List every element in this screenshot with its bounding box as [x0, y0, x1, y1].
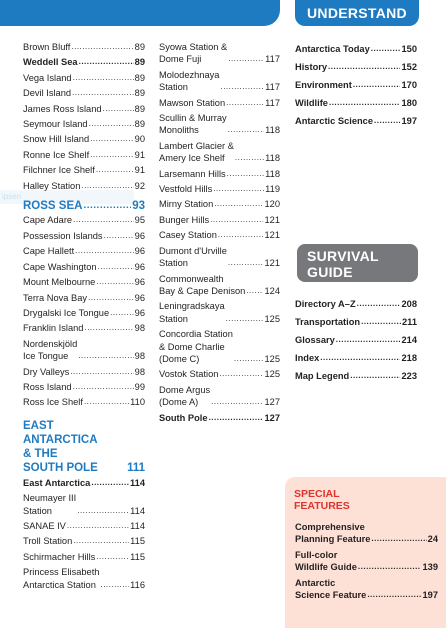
toc-entry[interactable]: [295, 40, 417, 58]
dot-leader: [320, 349, 400, 367]
toc-entry-page: 208: [401, 299, 417, 309]
toc-entry[interactable]: [159, 300, 280, 325]
toc-entry-page: 150: [401, 44, 417, 54]
toc-entry[interactable]: [23, 535, 145, 547]
dot-leader: [77, 505, 129, 517]
toc-entry[interactable]: [23, 477, 145, 489]
toc-entry-page: 121: [264, 258, 280, 269]
toc-entry-page: 114: [130, 505, 145, 516]
toc-entry-title: Mirny Station: [159, 199, 214, 210]
dot-leader: [83, 200, 131, 212]
toc-entry-page: 89: [134, 119, 145, 130]
dot-leader: [96, 164, 134, 176]
toc-entry-page: 96: [134, 307, 145, 318]
toc-entry-page: 99: [134, 381, 145, 392]
toc-entry-title: Dome Argus (Dome A): [159, 384, 211, 408]
toc-entry-page: 125: [264, 353, 280, 364]
toc-list-antarctic-peninsula: [23, 41, 145, 192]
toc-entry[interactable]: [159, 168, 280, 180]
toc-entry-title: Terra Nova Bay: [23, 292, 88, 303]
toc-list-east-antarctica: [23, 477, 145, 591]
dot-leader: [90, 133, 134, 145]
toc-entry[interactable]: [159, 368, 280, 380]
toc-entry-title: Wildlife: [295, 98, 328, 108]
dot-leader: [103, 103, 134, 115]
toc-entry-title: Cape Adare: [23, 215, 73, 226]
dot-leader: [67, 520, 129, 532]
toc-entry-title: Weddell Sea: [23, 57, 78, 68]
toc-entry-title: Antarctic Science: [295, 116, 374, 126]
toc-entry-page: 180: [401, 98, 417, 108]
dot-leader: [79, 56, 134, 68]
toc-entry-page: 95: [134, 215, 145, 226]
toc-entry-title: Dry Valleys: [23, 366, 70, 377]
toc-entry-title: Molodezhnaya Station: [159, 69, 220, 93]
toc-entry-title: Glossary: [295, 335, 335, 345]
toc-entry-page: 121: [264, 214, 280, 225]
toc-entry[interactable]: [23, 551, 145, 563]
toc-entry-title: Antarctic Science Feature: [295, 578, 367, 600]
dot-leader: [227, 168, 265, 180]
toc-entry[interactable]: [23, 87, 145, 99]
dot-leader: [104, 230, 134, 242]
toc-entry[interactable]: [295, 521, 438, 545]
toc-entry-page: 110: [130, 397, 145, 408]
dot-leader: [371, 40, 401, 58]
toc-entry-title: History: [295, 62, 328, 72]
dot-leader: [209, 412, 264, 424]
dot-leader: [210, 214, 263, 226]
toc-entry-page: 89: [134, 103, 145, 114]
dot-leader: [235, 152, 264, 164]
toc-entry-page: 98: [134, 366, 145, 377]
toc-entry[interactable]: [159, 69, 280, 94]
toc-entry[interactable]: [295, 549, 438, 573]
toc-entry-title: Halley Station: [23, 180, 81, 191]
toc-entry-title: SANAE IV: [23, 520, 66, 531]
understand-tab: [295, 0, 419, 26]
toc-entry-title: Casey Station: [159, 230, 217, 241]
toc-entry[interactable]: [23, 72, 145, 84]
toc-entry[interactable]: [23, 261, 145, 273]
toc-entry-page: 120: [264, 199, 280, 210]
toc-entry[interactable]: [23, 381, 145, 393]
toc-entry-title: Concordia Station & Dome Charlie (Dome C): [159, 329, 233, 364]
dot-leader: [361, 313, 401, 331]
toc-entry-page: 218: [401, 353, 417, 363]
toc-entry[interactable]: [159, 412, 280, 424]
dot-leader: [353, 76, 401, 94]
toc-entry-title: Mount Melbourne: [23, 277, 96, 288]
dot-leader: [329, 94, 401, 112]
toc-entry[interactable]: [23, 307, 145, 319]
toc-entry-title: Ross Ice Shelf: [23, 397, 83, 408]
toc-entry-title: Filchner Ice Shelf: [23, 165, 95, 176]
toc-entry[interactable]: [23, 245, 145, 257]
toc-entry[interactable]: [159, 183, 280, 195]
toc-entry-title: Antarctica Today: [295, 44, 370, 54]
toc-entry-page: 119: [265, 184, 280, 195]
dot-leader: [328, 58, 400, 76]
toc-entry-title: Comprehensive Planning Feature: [295, 522, 371, 544]
toc-entry-page: 197: [422, 590, 438, 600]
dot-leader: [84, 396, 129, 408]
toc-entry-page: 170: [401, 80, 417, 90]
toc-entry[interactable]: [295, 112, 417, 130]
dot-leader: [75, 245, 133, 257]
dot-leader: [219, 368, 263, 380]
dot-leader: [358, 561, 422, 573]
section-heading-title: EAST ANTARCTICA & THE SOUTH POLE: [23, 419, 98, 474]
dot-leader: [357, 295, 401, 313]
toc-entry-title: Leningradskaya Station: [159, 301, 225, 324]
toc-entry-page: 92: [134, 180, 145, 191]
toc-entry-title: Brown Bluff: [23, 42, 71, 52]
toc-entry-title: Bunger Hills: [159, 214, 210, 225]
toc-entry[interactable]: [295, 331, 417, 349]
toc-entry[interactable]: [23, 292, 145, 304]
toc-entry[interactable]: [23, 492, 145, 517]
dot-leader: [374, 112, 400, 130]
toc-entry[interactable]: [23, 118, 145, 130]
dot-leader: [96, 551, 129, 563]
toc-entry[interactable]: [295, 577, 438, 601]
toc-list-east-antarctica-continued: [159, 41, 280, 424]
dot-leader: [234, 353, 264, 365]
toc-column-1: [23, 41, 145, 594]
toc-entry-page: 115: [130, 536, 145, 547]
toc-entry[interactable]: [23, 230, 145, 242]
section-heading-ross-sea[interactable]: [23, 200, 145, 212]
toc-entry-page: 124: [264, 285, 280, 296]
toc-entry[interactable]: [295, 76, 417, 94]
dot-leader: [91, 477, 129, 489]
toc-entry-title: Ross Island: [23, 381, 72, 392]
understand-list: [295, 40, 417, 130]
toc-entry-title: Seymour Island: [23, 119, 88, 130]
dot-leader: [350, 367, 400, 385]
dot-leader: [72, 87, 134, 99]
toc-entry-title: Directory A–Z: [295, 299, 356, 309]
toc-entry-page: 117: [265, 54, 280, 65]
toc-entry-title: Index: [295, 353, 320, 363]
toc-entry-page: 115: [130, 551, 145, 562]
toc-entry-page: 121: [264, 230, 280, 241]
toc-entry[interactable]: [23, 41, 145, 53]
dot-leader: [226, 97, 264, 109]
toc-entry-page: 89: [134, 72, 145, 83]
toc-entry-title: Drygalski Ice Tongue: [23, 307, 110, 318]
toc-entry-page: 98: [134, 351, 145, 362]
dot-leader: [98, 261, 134, 273]
toc-entry-page: 152: [401, 62, 417, 72]
toc-entry-title: Scullin & Murray Monoliths: [159, 113, 227, 136]
toc-entry[interactable]: [295, 295, 417, 313]
toc-entry-page: 114: [130, 477, 145, 488]
dot-leader: [246, 285, 263, 297]
toc-entry-page: 118: [265, 153, 280, 164]
toc-entry[interactable]: [159, 214, 280, 226]
toc-entry-page: 127: [264, 397, 280, 408]
toc-entry[interactable]: [23, 214, 145, 226]
toc-entry[interactable]: [159, 41, 280, 66]
toc-entry-page: 125: [264, 313, 280, 324]
toc-entry[interactable]: [23, 164, 145, 176]
toc-entry-page: 114: [130, 520, 145, 531]
dot-leader: [218, 229, 264, 241]
dot-leader: [96, 276, 133, 288]
toc-entry-title: Neumayer III Station: [23, 493, 77, 516]
toc-entry-page: 223: [401, 371, 417, 381]
toc-entry-title: Larsemann Hills: [159, 168, 226, 179]
survival-guide-list: [295, 295, 417, 385]
toc-entry-title: Ronne Ice Shelf: [23, 149, 90, 160]
toc-entry-page: 24: [427, 534, 438, 544]
toc-entry-page: 197: [401, 116, 417, 126]
toc-entry-page: 96: [134, 292, 145, 303]
dot-leader: [71, 41, 133, 53]
toc-entry-title: Princess Elisabeth Antarctica Station: [23, 567, 100, 590]
toc-list-ross-sea: [23, 214, 145, 408]
toc-entry-page: 118: [265, 125, 280, 136]
dot-leader: [211, 396, 263, 408]
toc-entry-title: Vega Island: [23, 72, 72, 83]
toc-entry-page: 118: [265, 168, 280, 179]
survival-guide-tab: [297, 244, 418, 282]
toc-entry-page: 117: [265, 97, 280, 108]
toc-entry-page: 89: [134, 88, 145, 99]
toc-entry-title: Vestfold Hills: [159, 184, 213, 195]
toc-entry-page: 127: [264, 412, 280, 423]
toc-entry-page: 211: [402, 317, 417, 327]
dot-leader: [228, 257, 264, 269]
toc-entry[interactable]: [159, 112, 280, 137]
section-heading-east-antarctica[interactable]: [23, 419, 145, 475]
special-features-title: SPECIAL FEATURES: [294, 488, 350, 512]
toc-entry-page: 139: [422, 562, 438, 572]
section-heading-page: 111: [127, 461, 145, 474]
toc-entry[interactable]: [295, 94, 417, 112]
dot-leader: [213, 183, 264, 195]
toc-entry[interactable]: [159, 384, 280, 409]
toc-entry[interactable]: [23, 566, 145, 591]
dot-leader: [78, 350, 133, 362]
dot-leader: [214, 198, 263, 210]
dot-leader: [73, 535, 129, 547]
toc-entry[interactable]: [295, 367, 417, 385]
dot-leader: [228, 53, 264, 65]
toc-entry[interactable]: [23, 338, 145, 363]
toc-entry-title: Cape Washington: [23, 261, 97, 272]
section-heading-page: 93: [132, 200, 145, 213]
toc-entry-title: Troll Station: [23, 536, 73, 547]
section-heading-title: ROSS SEA: [23, 200, 83, 213]
dot-leader: [70, 366, 133, 378]
toc-entry[interactable]: [23, 149, 145, 161]
dot-leader: [90, 149, 134, 161]
toc-entry-title: Transportation: [295, 317, 361, 327]
toc-entry[interactable]: [159, 273, 280, 298]
toc-entry-page: 89: [134, 42, 145, 52]
toc-entry-page: 90: [134, 134, 145, 145]
dot-leader: [371, 533, 426, 545]
toc-entry[interactable]: [295, 313, 417, 331]
toc-entry[interactable]: [295, 58, 417, 76]
dot-leader: [100, 579, 129, 591]
toc-entry[interactable]: [23, 133, 145, 145]
toc-entry-title: Possession Islands: [23, 230, 103, 241]
toc-entry[interactable]: [159, 140, 280, 165]
toc-entry-title: Full-color Wildlife Guide: [295, 550, 357, 572]
dot-leader: [228, 124, 264, 136]
toc-entry-title: Nordenskjöld Ice Tongue: [23, 338, 78, 362]
toc-entry[interactable]: [23, 322, 145, 334]
toc-entry-page: 96: [134, 230, 145, 241]
dot-leader: [88, 292, 134, 304]
toc-entry[interactable]: [23, 180, 145, 192]
toc-entry-title: Map Legend: [295, 371, 350, 381]
dot-leader: [367, 589, 421, 601]
toc-entry[interactable]: [23, 56, 145, 68]
special-features-list: [295, 521, 438, 605]
dot-leader: [73, 214, 134, 226]
dot-leader: [73, 381, 134, 393]
toc-entry-title: South Pole: [159, 412, 208, 423]
toc-entry-page: 214: [401, 335, 417, 345]
toc-entry-page: 91: [134, 149, 145, 160]
toc-entry[interactable]: [23, 366, 145, 378]
dot-leader: [73, 72, 134, 84]
understand-title: UNDERSTAND: [307, 5, 407, 21]
toc-entry-page: 91: [134, 165, 145, 176]
dot-leader: [89, 118, 134, 130]
toc-entry[interactable]: [159, 198, 280, 210]
toc-entry-page: 125: [264, 369, 280, 380]
toc-entry-title: Snow Hill Island: [23, 134, 90, 145]
toc-entry-title: Commonwealth Bay & Cape Denison: [159, 273, 246, 296]
toc-entry-page: 96: [134, 246, 145, 257]
dot-leader: [84, 322, 133, 334]
dot-leader: [226, 313, 264, 325]
toc-entry-title: Vostok Station: [159, 369, 219, 380]
toc-column-2: [159, 41, 280, 427]
toc-entry[interactable]: [159, 229, 280, 241]
toc-entry-title: James Ross Island: [23, 103, 102, 114]
toc-entry[interactable]: [23, 103, 145, 115]
toc-entry[interactable]: [23, 520, 145, 532]
toc-entry-page: 96: [134, 277, 145, 288]
special-features-box: [285, 477, 446, 628]
toc-entry-title: Mawson Station: [159, 97, 226, 108]
toc-entry-page: 98: [134, 323, 145, 334]
toc-entry-title: Schirmacher Hills: [23, 551, 96, 562]
toc-entry[interactable]: [23, 276, 145, 288]
dot-leader: [81, 180, 133, 192]
toc-entry-page: 89: [134, 57, 145, 68]
toc-entry-title: Lambert Glacier & Amery Ice Shelf: [159, 140, 234, 164]
toc-entry-title: Environment: [295, 80, 352, 90]
toc-entry-title: Franklin Island: [23, 323, 84, 334]
dot-leader: [110, 307, 134, 319]
faint-overlay-text: ipsen: [2, 192, 22, 201]
dot-leader: [220, 81, 264, 93]
toc-entry-title: Syowa Station & Dome Fuji: [159, 42, 228, 65]
toc-entry-title: Devil Island: [23, 88, 72, 99]
survival-guide-title: SURVIVAL GUIDE: [307, 248, 379, 280]
top-blue-bar: [0, 0, 280, 26]
toc-entry-page: 96: [134, 261, 145, 272]
toc-entry-page: 116: [130, 579, 145, 590]
toc-entry-page: 117: [265, 82, 280, 93]
toc-entry[interactable]: [159, 328, 280, 365]
toc-entry-title: East Antarctica: [23, 477, 91, 488]
toc-entry[interactable]: [295, 349, 417, 367]
toc-entry-title: Dumont d'Urville Station: [159, 245, 227, 269]
toc-entry[interactable]: [159, 97, 280, 109]
dot-leader: [336, 331, 401, 349]
toc-entry[interactable]: [23, 396, 145, 408]
toc-entry-title: Cape Hallett: [23, 246, 75, 257]
toc-entry[interactable]: [159, 245, 280, 270]
